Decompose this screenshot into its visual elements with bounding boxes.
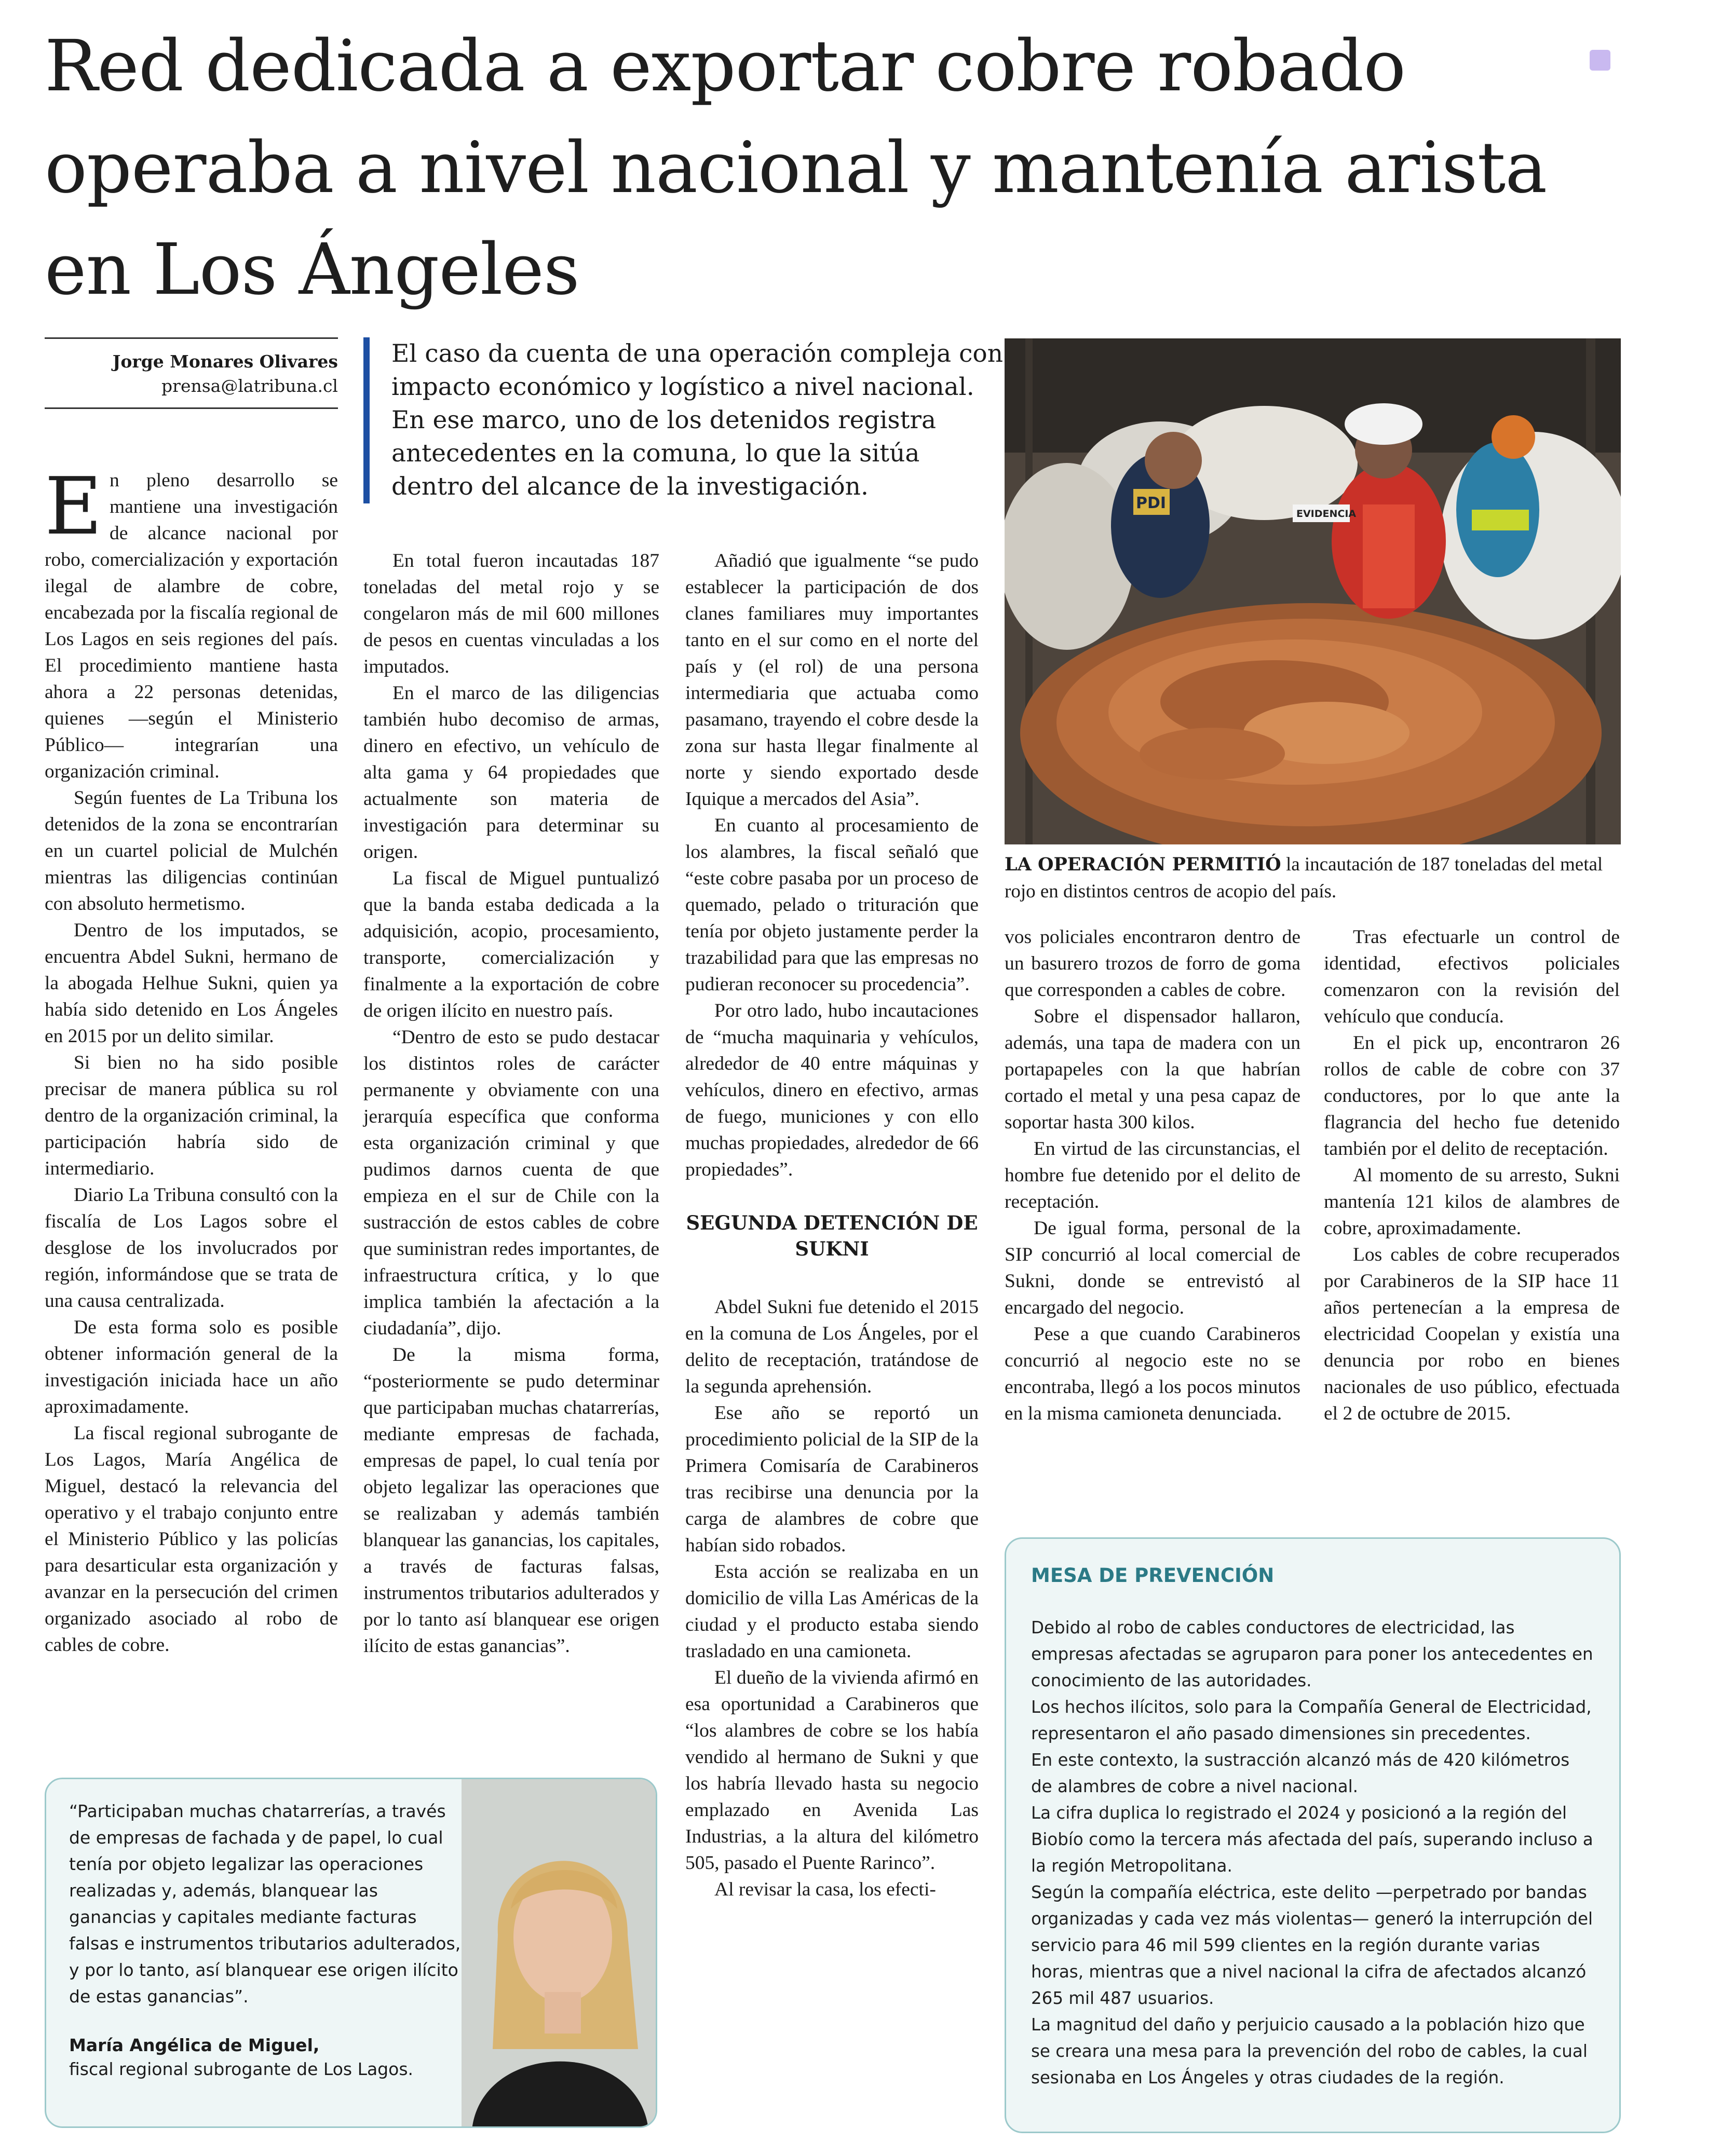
pull-quote-attribution: [69, 2034, 464, 2081]
svg-text:EVIDENCIA: EVIDENCIA: [1296, 508, 1357, 520]
app-badge-icon: [1590, 50, 1610, 71]
body-paragraph: Abdel Sukni fue detenido el 2015 en la comuna de Los Ángeles, por el delito de receptación, tratándose de la segunda aprehensión.: [685, 1297, 979, 1397]
sidebar-paragraph: En este contexto, la sustracción alcanzó más de 420 kilómetros de alambres de cobre a nivel nacional.: [1031, 1750, 1570, 1796]
body-paragraph: Diario La Tribuna consultó con la fiscalía de Los Lagos sobre el desglose de los involucrados por región, informándose que se trata de una causa centralizada.: [45, 1184, 338, 1312]
portrait-photo: [462, 1779, 657, 2128]
sidebar-paragraph: Los hechos ilícitos, solo para la Compañía General de Electricidad, representaron el año pasado dimensiones sin precedentes.: [1031, 1697, 1592, 1743]
body-paragraph: Al revisar la casa, los efecti-: [714, 1879, 936, 1900]
body-paragraph: En el marco de las diligencias también hubo decomiso de armas, dinero en efectivo, un vehículo de alta gama y 64 propiedades que actualmente son materia de investigación para determinar su origen.: [363, 683, 659, 863]
photo-caption: [1005, 851, 1621, 905]
drop-cap: E: [45, 460, 102, 552]
body-paragraph: De esta forma solo es posible obtener información general de la investigación iniciada hace un año aproximadamente.: [45, 1317, 338, 1417]
byline-author: Jorge Monares Olivares: [112, 351, 338, 372]
body-paragraph: Según fuentes de La Tribuna los detenidos de la zona se encontrarían en un cuartel policial de Mulchén mientras las diligencias continúan con absoluto hermetismo.: [45, 787, 338, 915]
sidebar-title: MESA DE PREVENCIÓN: [1031, 1564, 1275, 1587]
byline-email[interactable]: prensa@latribuna.cl: [161, 376, 338, 396]
body-paragraph: Sobre el dispensador hallaron, además, una tapa de madera con un portapapeles con la que habrían cortado el metal y una pesa capaz de soportar hasta 300 kilos.: [1005, 1006, 1300, 1133]
sidebar-paragraph: Debido al robo de cables conductores de electricidad, las empresas afectadas se agruparon para poner los antecedentes en conocimiento de las autoridades.: [1031, 1618, 1593, 1690]
body-paragraph: Dentro de los imputados, se encuentra Abdel Sukni, hermano de la abogada Helhue Sukni, quien ya había sido detenido en Los Ángeles en 2015 por un delito similar.: [45, 920, 338, 1047]
body-paragraph: En el pick up, encontraron 26 rollos de cable de cobre con 37 conductores, por lo que ante la flagrancia del hecho fue detenido también por el delito de receptación.: [1324, 1032, 1620, 1159]
pull-quote-box: [45, 1778, 657, 2128]
article-column-3: [685, 548, 979, 2131]
sidebar-paragraph: Según la compañía eléctrica, este delito —perpetrado por bandas organizadas y cada vez más violentas— generó la interrupción del servicio para 46 mil 599 clientes en la región durante varias horas, mientras que a nivel nacional la cifra de afectados alcanzó 265 mil 487 usuarios.: [1031, 1882, 1593, 2008]
body-paragraph: La fiscal regional subrogante de Los Lagos, María Angélica de Miguel, destacó la relevancia del operativo y el trabajo conjunto entre el Ministerio Público y las policías para desarticular esta organización y avanzar en la persecución del crimen organizado asociado al robo de cables de cobre.: [45, 1423, 338, 1656]
sidebar-paragraph: La cifra duplica lo registrado el 2024 y posicionó a la región del Biobío como la tercera más afectada del país, superando incluso a la región Metropolitana.: [1031, 1803, 1593, 1876]
quote-author-role: fiscal regional subrogante de Los Lagos.: [69, 2059, 413, 2079]
lead-paragraph: El caso da cuenta de una operación compleja con impacto económico y logístico a nivel nacional. En ese marco, uno de los detenidos registra antecedentes en la comuna, lo que la sitúa dentro del alcance de la investigación.: [363, 337, 1004, 503]
body-paragraph: En virtud de las circunstancias, el hombre fue detenido por el delito de receptación.: [1005, 1138, 1300, 1212]
pull-quote-text: “Participaban muchas chatarrerías, a través de empresas de fachada y de papel, lo cual tenía por objeto legalizar las operaciones realizadas y, además, blanquear las ganancias y capitales mediante facturas falsas e instrumentos tributarios adulterados, y por lo tanto, así blanquear ese origen ilícito de estas ganancias”.: [69, 1801, 461, 2007]
body-paragraph: Si bien no ha sido posible precisar de manera pública su rol dentro de la organización criminal, la participación habría sido de intermediario.: [45, 1052, 338, 1179]
body-paragraph: “Dentro de esto se pudo destacar los distintos roles de carácter permanente y obviamente con una jerarquía específica que conforma esta organización criminal y que pudimos darnos cuenta de que empieza en el sur de Chile con la sustracción de estos cables de cobre que suministran redes importantes, de infraestructura crítica, y lo que implica también la afectación a la ciudadanía”, dijo.: [363, 1027, 659, 1339]
section-subhead: SEGUNDA DETENCIÓN DE SUKNI: [686, 1211, 978, 1260]
body-paragraph: Añadió que igualmente “se pudo establecer la participación de dos clanes familiares muy importantes tanto en el sur como en el norte del país y (el rol) de una persona intermediaria que actuaba como pasamano, trayendo el cobre desde la zona sur hasta llegar finalmente al norte y siendo exportado desde Iquique a mercados del Asia”.: [685, 550, 979, 810]
body-paragraph: La fiscal de Miguel puntualizó que la banda estaba dedicada a la adquisición, acopio, procesamiento, transporte, comercialización y finalmente a la exportación de cobre de origen ilícito en nuestro país.: [363, 868, 659, 1021]
headline: Red dedicada a exportar cobre robado operaba a nivel nacional y mantenía arista en Los Ángeles: [45, 25, 1547, 311]
news-photo: [1005, 338, 1621, 844]
copper-seizure-illustration: [1005, 338, 1621, 844]
article-column-1: [45, 460, 338, 1754]
body-paragraph: Pese a que cuando Carabineros concurrió al negocio este no se encontraba, llegó a los pocos minutos en la misma camioneta denunciada.: [1005, 1323, 1300, 1424]
prevention-sidebar: [1005, 1537, 1621, 2133]
body-paragraph: El dueño de la vivienda afirmó en esa oportunidad a Carabineros que “los alambres de cobre se los había vendido al hermano de Sukni y que los habría llevado hasta su negocio emplazado en Avenida Las Industrias, a la altura del kilómetro 505, pasado el Puente Rarinco”.: [685, 1667, 979, 1874]
caption-text: la incautación de 187 toneladas del metal rojo en distintos centros de acopio del país.: [1005, 854, 1603, 902]
body-paragraph: En pleno desarrollo se mantiene una investigación de alcance nacional por robo, comercialización y exportación ilegal de alambre de cobre, encabezada por la fiscalía regional de Los Lagos en seis regiones del país. El procedimiento mantiene hasta ahora a 22 personas detenidas, quienes —según el Ministerio Público— integrarían una organización criminal.: [45, 460, 338, 782]
body-paragraph: vos policiales encontraron dentro de un basurero trozos de forro de goma que corresponden a cables de cobre.: [1005, 926, 1300, 1001]
article-column-2: [363, 548, 659, 1757]
body-paragraph: Ese año se reportó un procedimiento policial de la SIP de la Primera Comisaría de Carabineros tras recibirse una denuncia por la carga de alambres de cobre que habían sido robados.: [685, 1402, 979, 1556]
body-paragraph: Los cables de cobre recuperados por Carabineros de la SIP hace 11 años pertenecían a la empresa de electricidad Coopelan y existía una denuncia por robo en bienes nacionales de uso público, efectuada el 2 de octubre de 2015.: [1324, 1244, 1620, 1424]
caption-lead: LA OPERACIÓN PERMITIÓ: [1005, 854, 1281, 875]
quote-author-name: María Angélica de Miguel,: [69, 2035, 320, 2055]
sidebar-paragraph: La magnitud del daño y perjuicio causado a la población hizo que se creara una mesa para la prevención del robo de cables, la cual sesionaba en Los Ángeles y otras ciudades de la región.: [1031, 2015, 1588, 2087]
svg-text:PDI: PDI: [1136, 494, 1167, 512]
article-column-5: [1324, 924, 1620, 1516]
article-column-4: [1005, 924, 1300, 1516]
body-paragraph: De igual forma, personal de la SIP concurrió al local comercial de Sukni, donde se entrevistó al encargado del negocio.: [1005, 1218, 1300, 1318]
byline: [45, 337, 338, 409]
body-paragraph: Al momento de su arresto, Sukni mantenía 121 kilos de alambres de cobre, aproximadamente.: [1324, 1165, 1620, 1239]
body-paragraph: En total fueron incautadas 187 toneladas del metal rojo y se congelaron más de mil 600 millones de pesos en cuentas vinculadas a los imputados.: [363, 550, 659, 677]
body-paragraph: De la misma forma, “posteriormente se pudo determinar que participaban muchas chatarrerías, mediante empresas de fachada, empresas de papel, lo cual tenía por objeto legalizar las operaciones que se realizaban y además también blanquear las ganancias, los capitales, a través de facturas falsas, instrumentos tributarios adulterados y por lo tanto así blanquear ese origen ilícito de estas ganancias”.: [363, 1344, 659, 1657]
body-paragraph: Tras efectuarle un control de identidad, efectivos policiales comenzaron con la revisión del vehículo que conducía.: [1324, 926, 1620, 1027]
body-paragraph: Esta acción se realizaba en un domicilio de villa Las Américas de la ciudad y el producto estaba siendo trasladado en una camioneta.: [685, 1561, 979, 1662]
body-paragraph: Por otro lado, hubo incautaciones de “mucha maquinaria y vehículos, alrededor de 40 entre máquinas y vehículos, dinero en efectivo, armas de fuego, municiones y con ello muchas propiedades, alrededor de 66 propiedades”.: [685, 1000, 979, 1180]
body-paragraph: En cuanto al procesamiento de los alambres, la fiscal señaló que “este cobre pasaba por un proceso de quemado, pelado o trituración que tenía por objeto justamente perder la trazabilidad para que las empresas no pudieran reconocer su procedencia”.: [685, 815, 979, 995]
